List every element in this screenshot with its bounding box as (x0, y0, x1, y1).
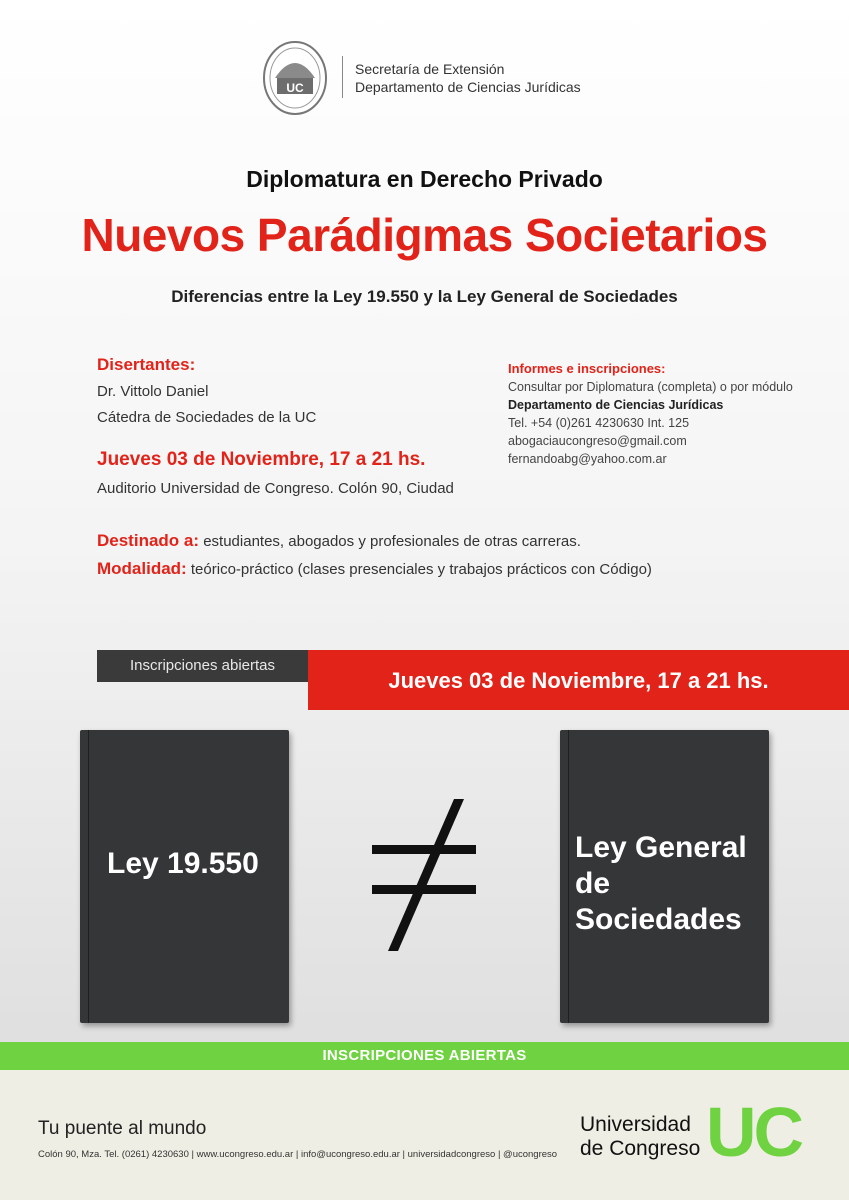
registration-band: INSCRIPCIONES ABIERTAS (0, 1042, 849, 1070)
info-line: Consultar por Diplomatura (completa) o por módulo (508, 380, 793, 394)
book-right-title (575, 830, 769, 938)
info-email-2[interactable]: fernandoabg@yahoo.com.ar (508, 452, 667, 466)
audience-label: Destinado a: (97, 531, 200, 550)
info-dept: Departamento de Ciencias Jurídicas (508, 398, 724, 412)
dept-line-1: Secretaría de Extensión (355, 61, 505, 77)
mode-line (97, 559, 652, 579)
speakers-label: Disertantes: (97, 355, 196, 374)
university-name-line-2: de Congreso (580, 1137, 701, 1160)
not-equal-icon (358, 795, 488, 955)
program-title: Diplomatura en Derecho Privado (246, 166, 603, 192)
department-heading (355, 60, 581, 96)
event-date: Jueves 03 de Noviembre, 17 a 21 hs. (97, 449, 426, 470)
info-email-1[interactable]: abogaciaucongreso@gmail.com (508, 434, 687, 448)
uc-logo-mark: UC (706, 1093, 802, 1171)
university-name-line-1: Universidad (580, 1113, 691, 1136)
book-ley-19550 (80, 730, 289, 1023)
book-ley-general (560, 730, 769, 1023)
svg-text:UC: UC (286, 81, 304, 95)
speaker-name: Dr. Vittolo Daniel (97, 383, 209, 400)
logo-divider (342, 56, 343, 98)
audience-line (97, 531, 581, 551)
speakers-block (97, 355, 497, 429)
subtitle: Diferencias entre la Ley 19.550 y la Ley General de Sociedades (171, 287, 678, 306)
book-left-title: Ley 19.550 (107, 847, 259, 880)
book-right-line-1: Ley General (575, 831, 747, 864)
info-block (508, 360, 808, 468)
info-phone: Tel. +54 (0)261 4230630 Int. 125 (508, 416, 690, 430)
book-right-line-2: de Sociedades (575, 867, 742, 936)
info-label: Informes e inscripciones: (508, 361, 666, 376)
mode-text: teórico-práctico (clases presenciales y trabajos prácticos con Código) (186, 561, 652, 578)
main-title: Nuevos Parádigmas Societarios (81, 209, 768, 261)
footer-contact: Colón 90, Mza. Tel. (0261) 4230630 | www.ucongreso.edu.ar | info@ucongreso.edu.ar | universidadcongreso | @ucongreso (38, 1149, 558, 1160)
dept-line-2: Departamento de Ciencias Jurídicas (355, 79, 581, 95)
mode-label: Modalidad: (97, 559, 187, 578)
university-name (580, 1113, 700, 1161)
registration-open-tag: Inscripciones abiertas (97, 650, 308, 682)
speaker-chair: Cátedra de Sociedades de la UC (97, 409, 317, 426)
footer-tagline: Tu puente al mundo (38, 1118, 207, 1139)
university-seal-icon (263, 40, 327, 116)
audience-text: estudiantes, abogados y profesionales de otras carreras. (199, 533, 581, 550)
event-venue: Auditorio Universidad de Congreso. Colón 90, Ciudad (97, 480, 454, 497)
date-banner: Jueves 03 de Noviembre, 17 a 21 hs. (308, 650, 849, 710)
